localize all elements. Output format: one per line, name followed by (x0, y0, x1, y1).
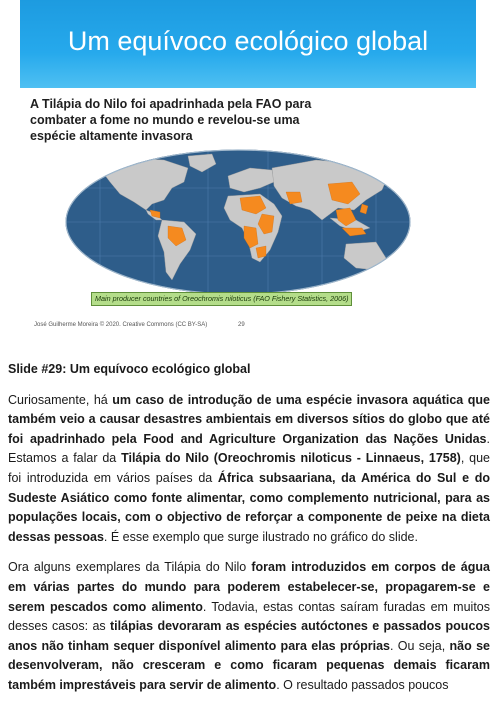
p1-bold-1: um caso de introdução de uma espécie invasora aquática que também veio a causar desastres ambientais em diversos sítios do globo que até foi apadrinhado pela Food and Agriculture Organization das Nações Unidas (8, 392, 490, 446)
slide-subtitle: A Tilápia do Nilo foi apadrinhada pela FAO para combater a fome no mundo e revelou-se uma espécie altamente invasora (30, 97, 312, 143)
p1-bold-2: Tilápia do Nilo (Oreochromis niloticus - Linnaeus, 1758) (121, 451, 461, 466)
p1-text-2: . Estamos a falar da (8, 431, 490, 466)
section-heading: Slide #29: Um equívoco ecológico global (8, 362, 251, 376)
paragraph-1 (8, 391, 490, 548)
document-body (8, 360, 490, 707)
p2-text-3: . Ou seja, (389, 638, 450, 653)
p2-bold-3: não se desenvolveram, não cresceram e como ficaram pequenas demais ficaram também imprestáveis para servir de alimento (8, 638, 490, 692)
slide-image (20, 0, 476, 346)
p2-bold-1: foram introduzidos em corpos de água em várias partes do mundo para poderem estabelecer-se, propagarem-se e serem pescados como alimento (8, 560, 490, 614)
p1-bold-3: África subsaariana, da América do Sul e do Sudeste Asiático como fonte alimentar, como complemento nutricional, para as populações locais, com o objectivo de reforçar a componente de peixe na dieta dessas pessoas (8, 470, 490, 544)
world-map (60, 148, 416, 296)
p1-text-1: Curiosamente, há (8, 392, 113, 407)
map-caption: Main producer countries of Oreochromis niloticus (FAO Fishery Statistics, 2006) (91, 292, 352, 306)
p2-text-1: Ora alguns exemplares da Tilápia do Nilo (8, 560, 252, 575)
slide-title: Um equívoco ecológico global (67, 26, 429, 56)
p2-bold-2: tilápias devoraram as espécies autóctones e passados poucos anos não tinham sequer disponível alimento para elas próprias (8, 619, 490, 653)
p1-text-3: , que foi introduzida em vários países da (8, 451, 490, 485)
slide-page-number: 29 (238, 322, 245, 328)
p2-text-2: . Todavia, estas contas saíram furadas em muitos desses casos: as (8, 599, 490, 634)
p1-text-4: . É esse exemplo que surge ilustrado no gráfico do slide. (103, 529, 418, 544)
p2-text-4: . O resultado passados poucos (276, 677, 449, 692)
paragraph-2 (8, 558, 490, 695)
producer-southern-africa (256, 246, 266, 258)
slide-author-credit: José Guilherme Moreira © 2020. Creative Commons (CC BY-SA) (34, 322, 208, 328)
